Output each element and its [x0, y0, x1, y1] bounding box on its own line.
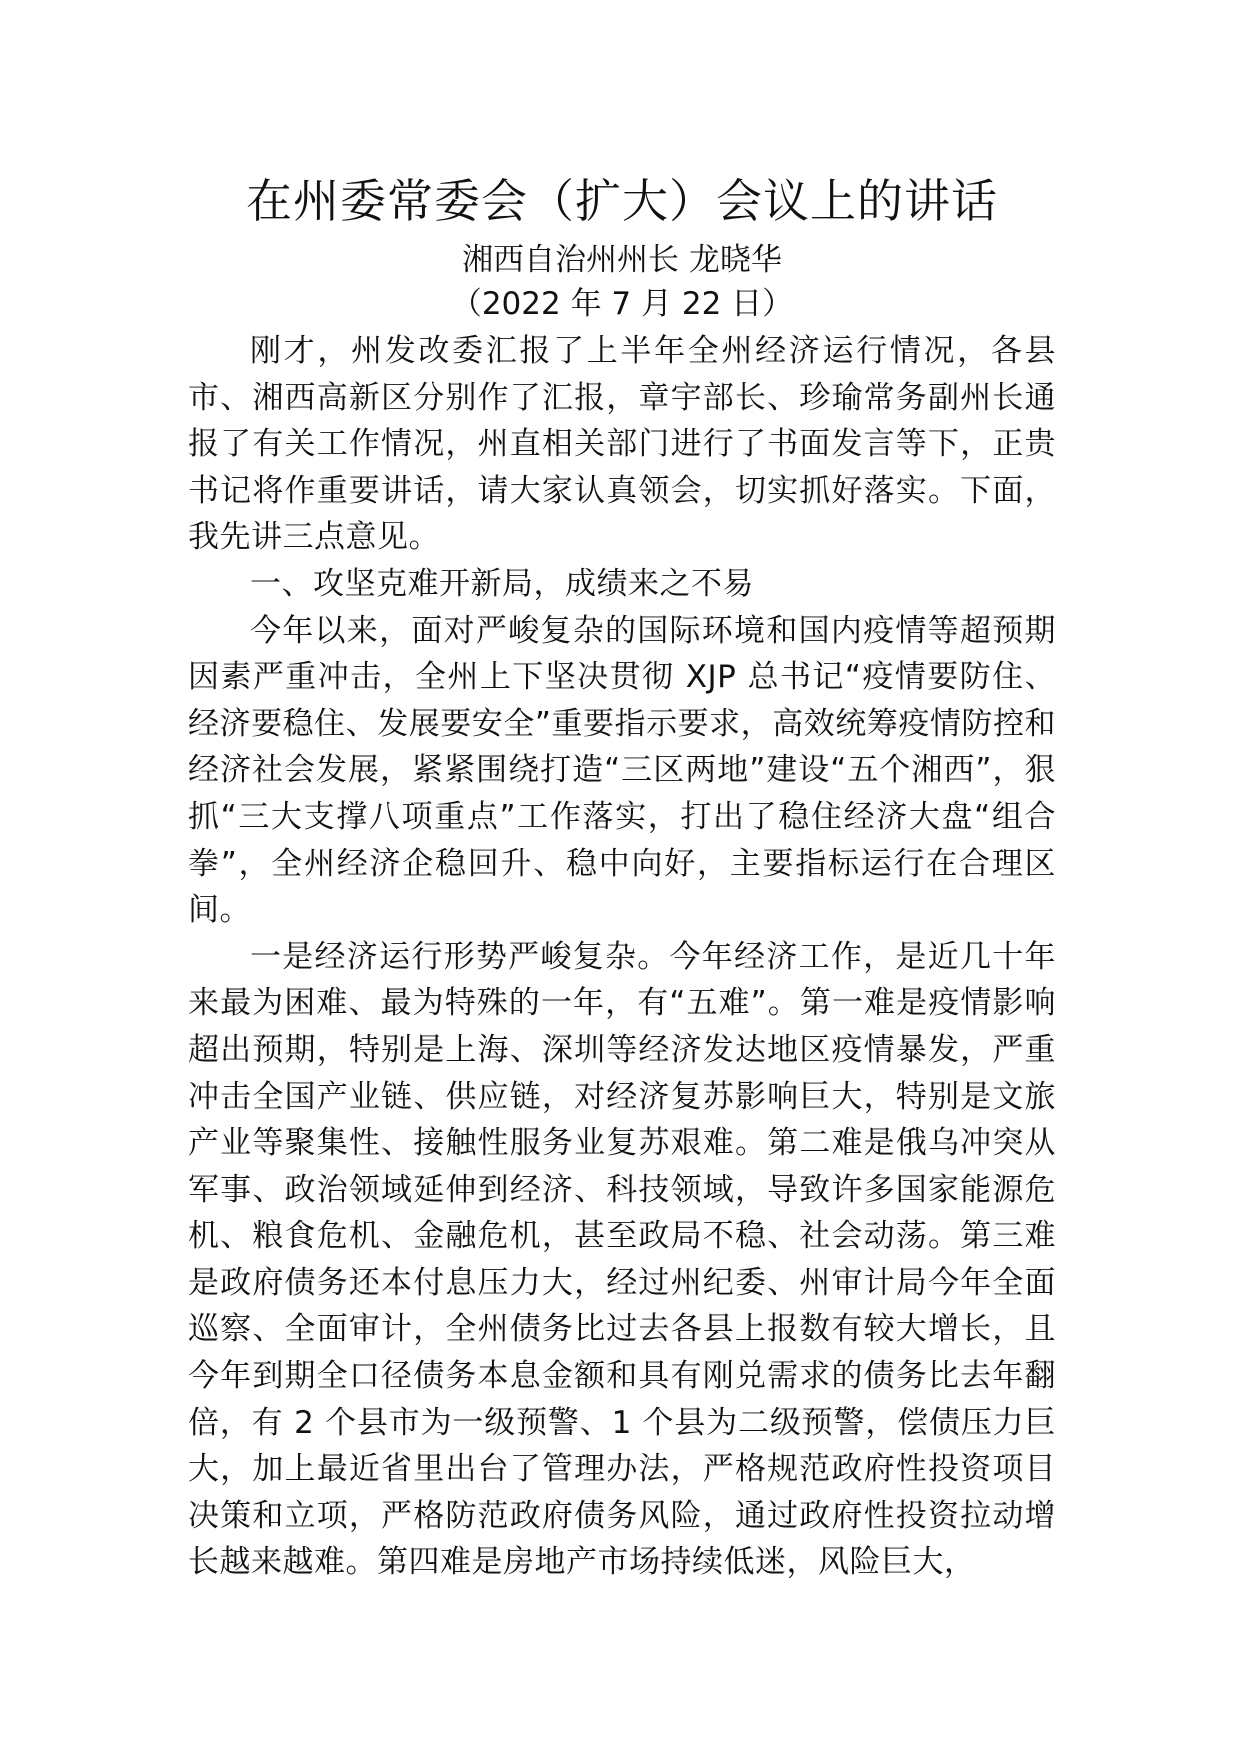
paragraph-five-difficulties: 一是经济运行形势严峻复杂。今年经济工作，是近几十年来最为困难、最为特殊的一年，有“五难”。第一难是疫情影响超出预期，特别是上海、深圳等经济发达地区疫情暴发，严重冲击全国产业链、供应链，对经济复苏影响巨大，特别是文旅产业等聚集性、接触性服务业复苏艰难。第二难是俄乌冲突从军事、政治领域延伸到经济、科技领域，导致许多国家能源危机、粮食危机、金融危机，甚至政局不稳、社会动荡。第三难是政府债务还本付息压力大，经过州纪委、州审计局今年全面巡察、全面审计，全州债务比过去各县上报数有较大增长，且今年到期全口径债务本息金额和具有刚兑需求的债务比去年翻倍，有 2 个县市为一级预警、1 个县为二级预警，偿债压力巨大，加上最近省里出台了管理办法，严格规范政府性投资项目决策和立项，严格防范政府债务风险，通过政府性投资拉动增长越来越难。第四难是房地产市场持续低迷，风险巨大，	[188, 938, 1056, 1581]
paragraph-overview: 今年以来，面对严峻复杂的国际环境和国内疫情等超预期因素严重冲击，全州上下坚决贯彻 XJP 总书记“疫情要防住、经济要稳住、发展要安全”重要指示要求，高效统筹疫情防控和经济社会发展，紧紧围绕打造“三区两地”建设“五个湘西”，狠抓“三大支撑八项重点”工作落实，打出了稳住经济大盘“组合拳”，全州经济企稳回升、稳中向好，主要指标运行在合理区间。	[188, 612, 1056, 929]
document-date: （2022 年 7 月 22 日）	[450, 286, 794, 322]
document-page	[188, 170, 1056, 1586]
document-title: 在州委常委会（扩大）会议上的讲话	[246, 174, 998, 228]
section-heading: 一、攻坚克难开新局，成绩来之不易	[250, 565, 754, 602]
paragraph-intro: 刚才，州发改委汇报了上半年全州经济运行情况，各县市、湘西高新区分别作了汇报，章宇部长、珍瑜常务副州长通报了有关工作情况，州直相关部门进行了书面发言等下，正贵书记将作重要讲话，请大家认真领会，切实抓好落实。下面，我先讲三点意见。	[188, 333, 1056, 556]
document-author: 湘西自治州州长 龙晓华	[462, 242, 782, 278]
